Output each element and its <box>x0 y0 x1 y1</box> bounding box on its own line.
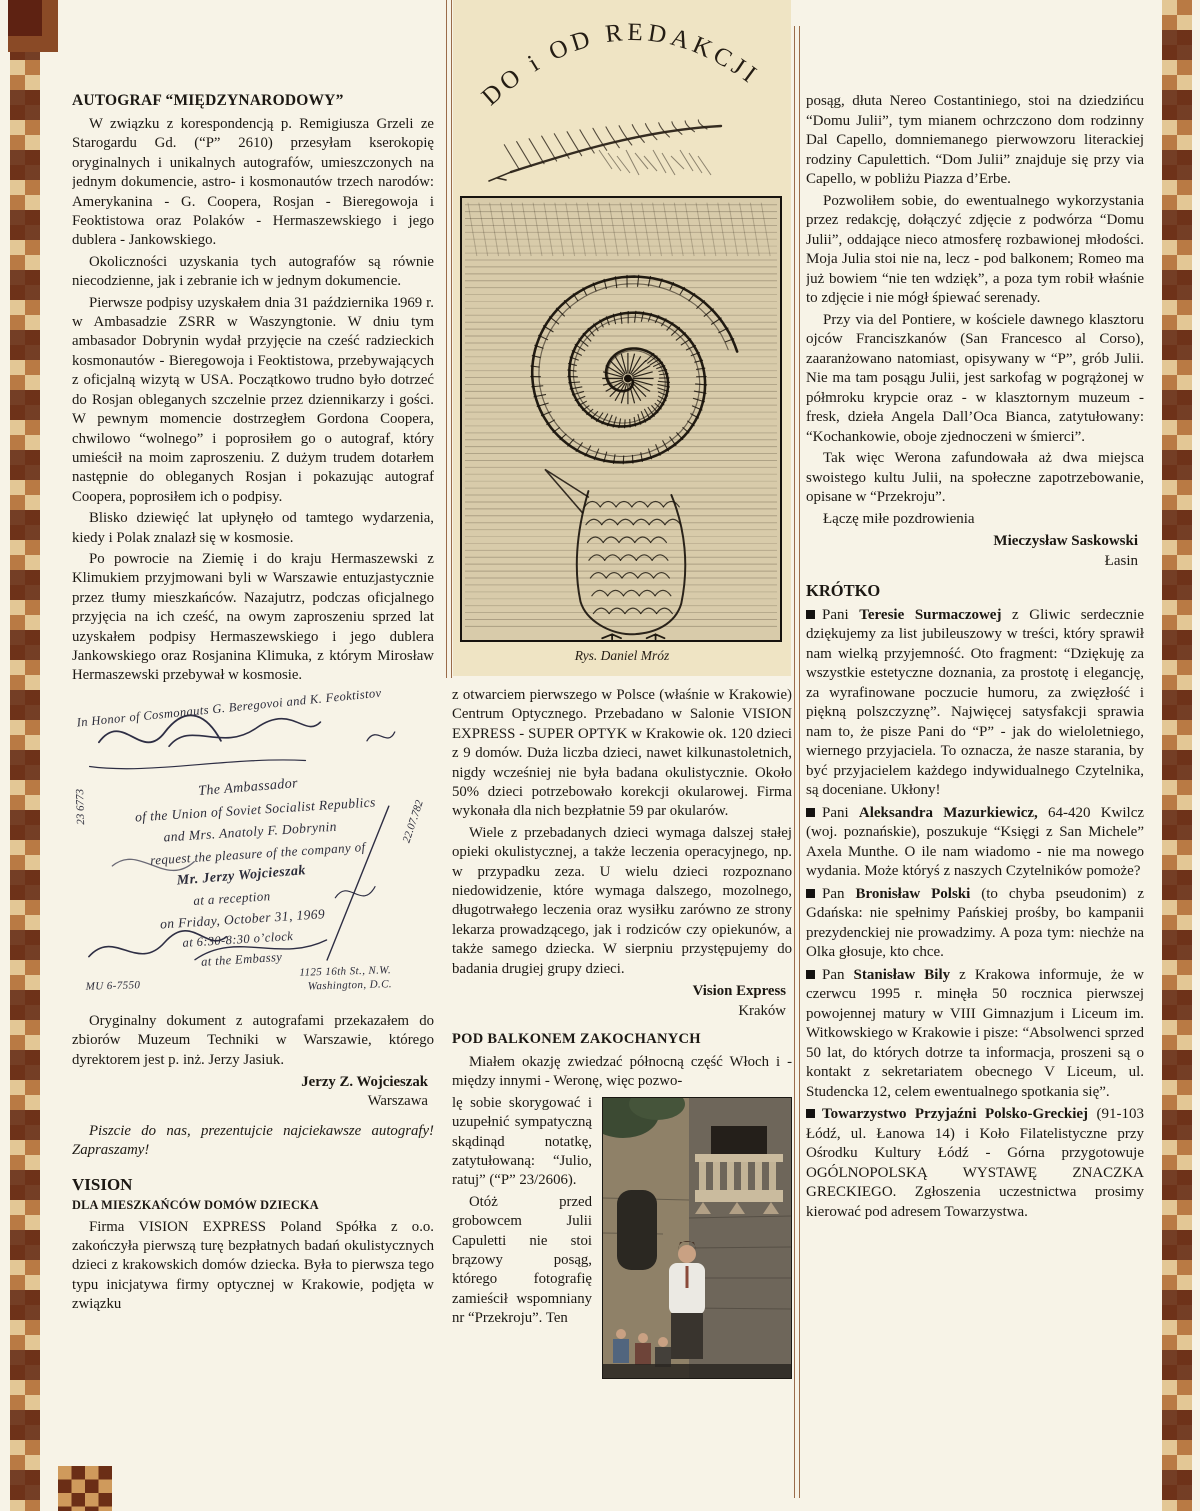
paragraph: Okoliczności uzyskania tych autografów są równie niecodzienne, jak i zebranie ich w jednym dokumencie. <box>72 253 434 290</box>
handwriting-line: In Honor of Cosmonauts G. Beregovoi and K. Feoktistov <box>75 685 383 730</box>
balcony-photo-image <box>603 1098 791 1378</box>
signature-city: Kraków <box>738 1002 786 1019</box>
bullet-square-icon <box>806 889 815 898</box>
krotko-item <box>806 1105 1144 1222</box>
balcony-photo <box>602 1097 792 1379</box>
page-title: DO i OD REDAKCJI <box>476 18 765 111</box>
svg-text:DO i OD REDAKCJI <box>477 19 765 111</box>
vertical-rule-right <box>794 26 800 1498</box>
bullet-square-icon <box>806 1109 815 1118</box>
vertical-rule-left <box>446 0 452 678</box>
handwriting-line: Washington, D.C. <box>307 977 393 993</box>
paragraph: Przy via del Pontiere, w kościele dawnego klasztoru ojców Franciszkanów (San Francesco al Corso), zaaranżowano natomiast, opisywany w “P”, grób Julii. Nie ma tam posągu Julii, jest sarkofag w pogrążonej w półmroku krypcie oraz - w klasztornym muzeum - fresk, dzieła Angela Dall’Oca Bianca, zatytułowany: “Kochankowie, oboje zjednoczeni w śmierci”. <box>806 311 1144 445</box>
handwriting-vertical-note: 22.07.782 <box>400 798 426 845</box>
paragraph: Łączę miłe pozdrowienia <box>823 510 975 527</box>
paragraph: Miałem okazję zwiedzać północną część Włoch i - między innymi - Weronę, więc pozwo- <box>452 1053 792 1090</box>
signature-name: Vision Express <box>692 983 786 1000</box>
krotko-item-text: Pan Bronisław Polski (to chyba pseudonim) z Gdańska: nie spełnimy Pańskiej prośby, bo kampanii prezydenckiej nie prowadzimy. A poza tym: niechże na Olka głosuje, kto chce. <box>806 885 1144 960</box>
krotko-item <box>806 885 1144 963</box>
handwriting-line: at a reception <box>192 887 272 908</box>
handwriting-line: 1125 16th St., N.W. <box>299 963 392 979</box>
paragraph: posąg, dłuta Nereo Costantiniego, stoi na dziedzińcu “Domu Julii”, tym mianem ochrzczono dom rodzinny Dal Capello, domniemanego pierwowzoru literackiej rodziny Capulettich. “Dom Julii” znajduje się przy via Capello, w pobliżu Piazza d’Erbe. <box>806 93 1144 187</box>
bullet-square-icon <box>806 970 815 979</box>
balkon-text-wrap <box>452 1094 792 1381</box>
handwriting-line: MU 6-7550 <box>85 978 141 993</box>
shell-illustration-frame <box>460 196 782 642</box>
header-panel <box>453 0 791 676</box>
illustration-caption: Rys. Daniel Mróz <box>574 648 670 663</box>
editor-note: Piszcie do nas, prezentujcie najciekawsze autografy! Zapraszamy! <box>72 1122 434 1159</box>
paragraph: Wiele z przebadanych dzieci wymaga dalszej stałej opieki okulistycznej, a także leczenia operacyjnego, np. w przypadku zeza. U wielu dzieci rozpoznano niedowidzenie, które wymaga dalszego, mozolnego, długotrwałego leczenia oraz wysiłku zarówno ze strony lekarza prowadzącego, jak i rodziców czy opiekunów, a także samego dziecka. W sierpniu przystępujemy do badania drugiej grupy dzieci. <box>452 824 792 977</box>
paragraph: Po powrocie na Ziemię i do kraju Hermaszewski z Klimukiem przyjmowani byli w Warszawie entuzjastycznie przez tłumy mieszkańców. Nazajutrz, podczas oficjalnego przyjęcia na ich cześć, na owym zaproszeniu sprzed lat uzyskałem podpisy Hermaszewskiego i jego dublera Jankowskiego oraz Rosjanina Klimuka, z którym Mirosław Hermaszewski przebywał w kosmosie. <box>72 550 434 684</box>
krotko-item <box>806 966 1144 1103</box>
right-column <box>806 92 1144 1498</box>
handwriting-line: at 6:30-8:30 o’clock <box>182 928 294 950</box>
krotko-item-text: Pani Teresie Surmaczowej z Gliwic serdecznie dziękujemy za list jubileuszowy w treści, który sprawił nam wielką przyjemność. Oto fragment: “Dziękuję za wszystkie estetyczne doznania, za prostotę i elegancję, za wyrafinowane poczucie humoru, za zwięzłość i piękną polszczyznę”. Najwięcej satysfakcji sprawia nam to, że pisze Pani do “P” - jak do wieloletniego, wiernego przyjaciela. To oznacza, że nasze starania, by być przyjacielem każdego indywidualnego Czytelnika, są doceniane. Ukłony! <box>806 606 1144 798</box>
krotko-item <box>806 804 1144 882</box>
middle-column <box>452 686 792 1498</box>
paragraph: Tak więc Werona zafundowała aż dwa miejsca swoistego kultu Julii, na społeczne zapotrzebowanie, opisane w “Przekroju”. <box>806 450 1144 505</box>
krotko-item-text: Pan Stanisław Bily z Krakowa informuje, że w czerwcu 1995 r. minęła 50 rocznica pierwszej powojennej matury w VIII Gimnazjum i Liceum im. Witkowskiego w Krakowie i pisze: “Absolwenci sprzed 50 lat, do których dotrze ta informacja, proszeni są o kontakt z sekretariatem obecnego V Liceum, ul. Studencka 12, celem ewentualnego spotkania się”. <box>806 966 1144 1100</box>
signature-name: Mieczysław Saskowski <box>993 533 1138 549</box>
signature-city: Łasin <box>1104 552 1138 569</box>
paragraph: Oryginalny dokument z autografami przekazałem do zbiorów Muzeum Techniki w Warszawie, którego dyrektorem jest p. inż. Jerzy Jasiuk. <box>72 1012 434 1068</box>
paragraph: lę sobie skorygować i uzupełnić sympatyczną skądinąd notatkę, zatytułowaną: “Julio, ratuj” (“P” 23/2606). <box>452 1094 592 1189</box>
handwriting-line: request the pleasure of the company of <box>149 838 367 868</box>
handwriting-line: on Friday, October 31, 1969 <box>159 905 326 932</box>
handwriting-line: of the Union of Soviet Socialist Republics <box>134 794 377 825</box>
handwritten-invitation-document <box>72 685 434 1007</box>
left-column <box>72 92 434 1492</box>
section-header-arc <box>453 0 791 194</box>
quill-icon <box>489 120 721 181</box>
heading-krotko: KRÓTKO <box>806 581 881 600</box>
krotko-item-text: Pani Aleksandra Mazurkiewicz, 64-420 Kwilcz (woj. poznańskie), poszukuje “Księgi z San Michele” Axela Munthe. O ile nam wiadomo - nie ma nowego wydania. Może któryś z naszych Czytelników pomoże? <box>806 804 1144 879</box>
heading-balkon: POD BALKONEM ZAKOCHANYCH <box>452 1030 701 1047</box>
heading-autograf: AUTOGRAF “MIĘDZYNARODOWY” <box>72 92 344 109</box>
bullet-square-icon <box>806 610 815 619</box>
shell-bird-illustration <box>462 198 780 640</box>
left-checker-border <box>10 0 40 1511</box>
handwriting-line: Mr. Jerzy Wojcieszak <box>176 862 307 889</box>
paragraph: Blisko dziewięć lat upłynęło od tamtego wydarzenia, kiedy i Polak znalazł się w kosmosie. <box>72 510 434 546</box>
krotko-item <box>806 606 1144 801</box>
bullet-square-icon <box>806 808 815 817</box>
heading-vision: VISION <box>72 1174 133 1194</box>
paragraph: z otwarciem pierwszego w Polsce (właśnie w Krakowie) Centrum Optycznego. Przebadano w Salonie VISION EXPRESS - SUPER OPTYK w Krakowie ok. 120 dzieci z 9 domów. Duża liczba dzieci, nawet kilkunastoletnich, nigdy wcześniej nie była badana okulistycznie. Około 50% dzieci potrzebowało korekcji okularowej. Firma wykonała dla nich bezpłatnie 59 par okularów. <box>452 687 792 820</box>
paragraph: W związku z korespondencją p. Remigiusza Grzeli ze Starogardu Gd. (“P” 2610) przesyłam kserokopię oryginalnych i unikalnych autografów, umieszczonych na jednym dokumencie, astro- i kosmonautów trzech narodów: Amerykanina - G. Coopera, Rosjan - Bieregowoja i Feoktistowa oraz Polaków - Hermaszewskiego i jego dublera - Jankowskiego. <box>72 116 434 249</box>
subheading-vision: DLA MIESZKAŃCÓW DOMÓW DZIECKA <box>72 1197 319 1212</box>
handwriting-line: at the Embassy <box>200 949 283 969</box>
krotko-item-text: Towarzystwo Przyjaźni Polsko-Greckiej (91-103 Łódź, ul. Łanowa 14) i Koło Filatelistyczne przy Ośrodku Kultury Łódź - Górna przygotowuje OGÓLNOPOLSKĄ WYSTAWĘ ZNACZKA GRECKIEGO. Zgłoszenia uczestnictwa prosimy kierować pod adresem Towarzystwa. <box>806 1106 1144 1220</box>
handwriting-line: and Mrs. Anatoly F. Dobrynin <box>163 818 338 845</box>
signature-name: Jerzy Z. Wojcieszak <box>301 1074 428 1090</box>
right-checker-border <box>1162 0 1192 1511</box>
paragraph: Pozwoliłem sobie, do ewentualnego wykorzystania przez redakcję, dołączyć zdjęcie z podwórza “Domu Julii”, oddające nieco atmosferę rozbawionej młodości. Moja Julia stoi nie na, lecz - pod balkonem; Romeo ma już bowiem “nie ten wdzięk”, a poza tym robił właśnie to zdjęcie i nie mógł śpiewać serenady. <box>806 192 1144 306</box>
corner-block-top-left <box>8 0 58 52</box>
paragraph: Firma VISION EXPRESS Poland Spółka z o.o. zakończyła pierwszą turę bezpłatnych badań okulistycznych dzieci z krakowskich domów dziecka. Była to pierwsza tego typu inicjatywa firmy optycznej w Krakowie, podjęta w związku <box>72 1218 434 1313</box>
handwriting-line: The Ambassador <box>197 775 299 799</box>
handwriting-vertical-note: 23 6773 <box>74 788 88 825</box>
signature-city: Warszawa <box>367 1093 428 1110</box>
paragraph: Pierwsze podpisy uzyskałem dnia 31 października 1969 r. w Ambasadzie ZSRR w Waszyngtonie. W dniu tym ambasador Dobrynin wydał przyjęcie na cześć radzieckich kosmonautów - Bieregowoja i Feoktistowa, przebywających z oficjalną wizytą w USA. Początkowo trudno było dotrzeć do Rosjan obleganych szczelnie przez dziennikarzy i gości. W pewnym momencie dostrzegłem Gordona Coopera, chwilowo “wolnego” i poprosiłem go o autograf, który umieścił na moim zaproszeniu. Z dużym trudem dotarłem następnie do obleganych Rosjan i pokazując autograf Coopera, poprosiłem ich o podpisy. <box>72 294 434 505</box>
paragraph: Otóż przed grobowcem Julii Capuletti nie stoi brązowy posąg, którego fotografię zamieścił wspomniany nr “Przekroju”. Ten <box>452 1193 592 1327</box>
